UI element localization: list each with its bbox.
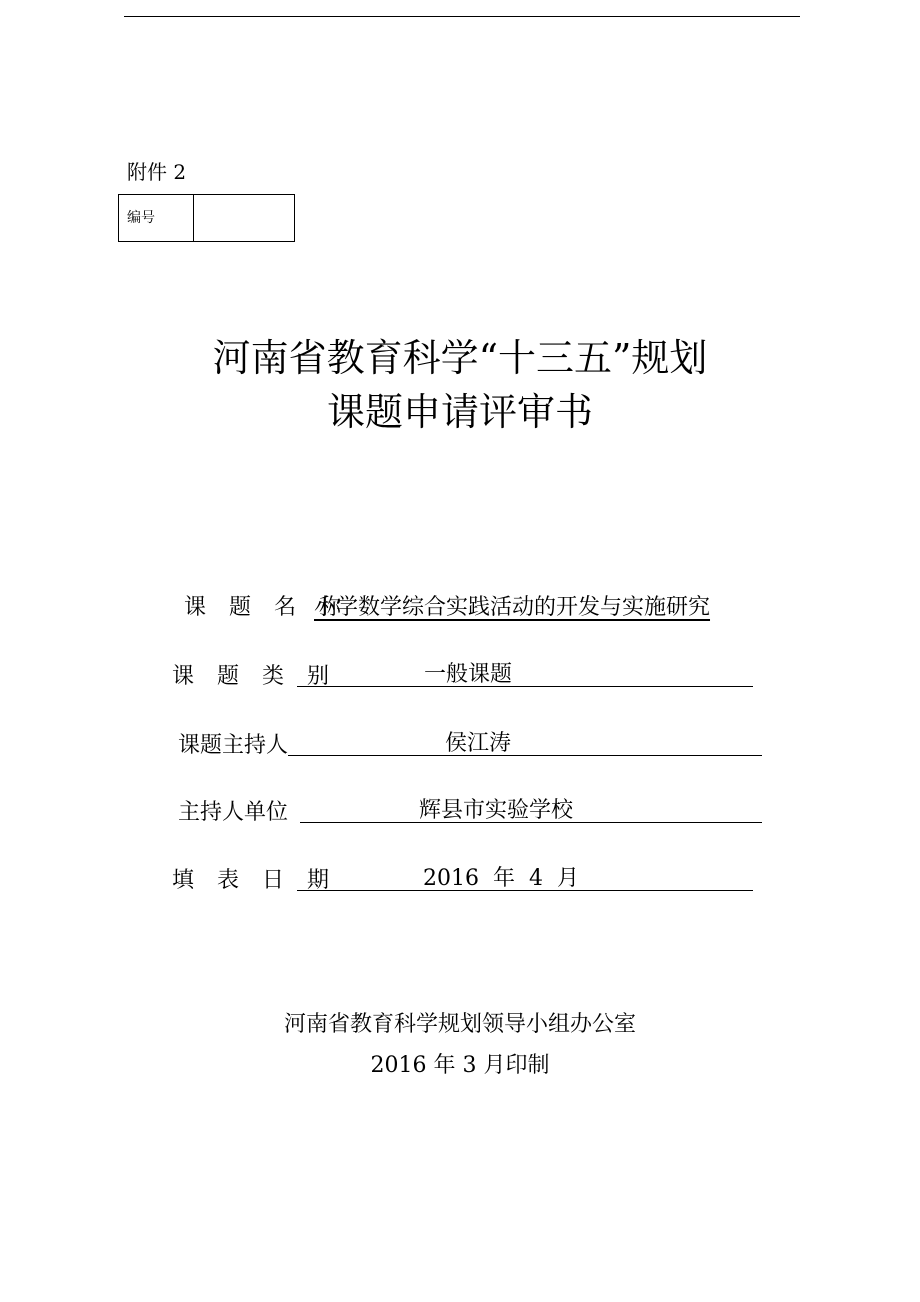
issuing-office: 河南省教育科学规划领导小组办公室: [283, 1012, 636, 1037]
fill-date-value[interactable]: 2016 年 4 月: [423, 866, 579, 891]
print-date: 2016 年 3 月印制: [370, 1053, 550, 1078]
document-title-line2: 课题申请评审书: [326, 390, 593, 434]
serial-number-field[interactable]: [194, 195, 294, 241]
host-unit-value[interactable]: 辉县市实验学校: [419, 798, 574, 823]
host-label: 课题主持人: [178, 733, 289, 758]
host-underline: [288, 755, 762, 756]
serial-number-label: 编号: [119, 195, 194, 241]
project-name-value[interactable]: 小学数学综合实践活动的开发与实施研究: [314, 595, 711, 620]
header-rule: [124, 16, 800, 17]
document-title-line1: 河南省教育科学“十三五”规划: [212, 336, 708, 380]
serial-number-box: [118, 194, 295, 242]
attachment-label: 附件 2: [127, 160, 187, 184]
project-category-underline: [297, 686, 753, 687]
host-unit-label: 主持人单位: [178, 800, 289, 825]
project-category-value[interactable]: 一般课题: [424, 662, 513, 687]
project-category-label: 课 题 类 别: [172, 664, 337, 689]
project-name-label: 课 题 名 称: [184, 595, 349, 620]
fill-date-label: 填 表 日 期: [172, 868, 337, 893]
host-value[interactable]: 侯江涛: [445, 731, 512, 756]
